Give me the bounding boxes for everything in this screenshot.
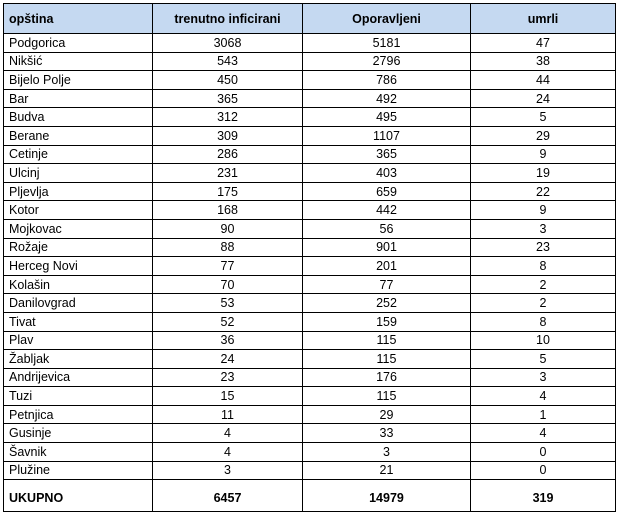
total-recovered: 14979 <box>303 485 471 512</box>
header-recovered: Oporavljeni <box>303 4 471 34</box>
infected-cell: 4 <box>153 424 303 443</box>
table-row <box>4 108 616 127</box>
header-deaths: umrli <box>471 4 616 34</box>
infected-cell: 24 <box>153 350 303 369</box>
total-deaths: 319 <box>471 485 616 512</box>
recovered-cell: 159 <box>303 312 471 331</box>
table-row <box>4 443 616 462</box>
table-row <box>4 52 616 71</box>
infected-cell: 365 <box>153 89 303 108</box>
infected-cell: 36 <box>153 331 303 350</box>
municipality-cell: Plav <box>4 331 153 350</box>
deaths-cell: 5 <box>471 108 616 127</box>
table-body <box>4 34 616 512</box>
municipality-cell: Tivat <box>4 312 153 331</box>
deaths-cell: 0 <box>471 443 616 462</box>
recovered-cell: 2796 <box>303 52 471 71</box>
header-municipality: opština <box>4 4 153 34</box>
deaths-cell: 44 <box>471 71 616 90</box>
table-row <box>4 294 616 313</box>
recovered-cell: 176 <box>303 368 471 387</box>
table-row <box>4 164 616 183</box>
total-infected: 6457 <box>153 485 303 512</box>
infected-cell: 309 <box>153 126 303 145</box>
municipality-cell: Bijelo Polje <box>4 71 153 90</box>
deaths-cell: 1 <box>471 405 616 424</box>
recovered-cell: 115 <box>303 350 471 369</box>
municipality-cell: Budva <box>4 108 153 127</box>
infected-cell: 3 <box>153 461 303 480</box>
table-row <box>4 368 616 387</box>
header-currently-infected: trenutno inficirani <box>153 4 303 34</box>
recovered-cell: 365 <box>303 145 471 164</box>
table-row <box>4 350 616 369</box>
deaths-cell: 5 <box>471 350 616 369</box>
recovered-cell: 252 <box>303 294 471 313</box>
recovered-cell: 33 <box>303 424 471 443</box>
recovered-cell: 115 <box>303 387 471 406</box>
deaths-cell: 47 <box>471 34 616 53</box>
recovered-cell: 115 <box>303 331 471 350</box>
deaths-cell: 8 <box>471 312 616 331</box>
table-row <box>4 71 616 90</box>
infected-cell: 3068 <box>153 34 303 53</box>
deaths-cell: 19 <box>471 164 616 183</box>
table-row <box>4 145 616 164</box>
table-row <box>4 238 616 257</box>
municipality-cell: Rožaje <box>4 238 153 257</box>
infected-cell: 70 <box>153 275 303 294</box>
deaths-cell: 9 <box>471 201 616 220</box>
deaths-cell: 2 <box>471 294 616 313</box>
total-label: UKUPNO <box>4 485 153 512</box>
deaths-cell: 3 <box>471 368 616 387</box>
infected-cell: 90 <box>153 219 303 238</box>
deaths-cell: 4 <box>471 424 616 443</box>
municipality-cell: Danilovgrad <box>4 294 153 313</box>
table-row <box>4 387 616 406</box>
recovered-cell: 201 <box>303 257 471 276</box>
municipality-cell: Mojkovac <box>4 219 153 238</box>
municipality-cell: Cetinje <box>4 145 153 164</box>
infected-cell: 4 <box>153 443 303 462</box>
table-header <box>4 4 616 34</box>
recovered-cell: 403 <box>303 164 471 183</box>
recovered-cell: 901 <box>303 238 471 257</box>
deaths-cell: 38 <box>471 52 616 71</box>
infected-cell: 52 <box>153 312 303 331</box>
municipality-cell: Petnjica <box>4 405 153 424</box>
infected-cell: 231 <box>153 164 303 183</box>
table-row <box>4 424 616 443</box>
recovered-cell: 3 <box>303 443 471 462</box>
deaths-cell: 3 <box>471 219 616 238</box>
municipality-cell: Podgorica <box>4 34 153 53</box>
recovered-cell: 659 <box>303 182 471 201</box>
infected-cell: 312 <box>153 108 303 127</box>
infected-cell: 77 <box>153 257 303 276</box>
deaths-cell: 22 <box>471 182 616 201</box>
municipality-covid-table <box>3 3 616 512</box>
table-row <box>4 34 616 53</box>
deaths-cell: 4 <box>471 387 616 406</box>
deaths-cell: 10 <box>471 331 616 350</box>
municipality-cell: Tuzi <box>4 387 153 406</box>
municipality-cell: Kolašin <box>4 275 153 294</box>
deaths-cell: 8 <box>471 257 616 276</box>
recovered-cell: 1107 <box>303 126 471 145</box>
header-row <box>4 4 616 34</box>
deaths-cell: 0 <box>471 461 616 480</box>
table-row <box>4 89 616 108</box>
table-row <box>4 219 616 238</box>
recovered-cell: 442 <box>303 201 471 220</box>
infected-cell: 543 <box>153 52 303 71</box>
municipality-cell: Bar <box>4 89 153 108</box>
municipality-cell: Kotor <box>4 201 153 220</box>
table-row <box>4 257 616 276</box>
municipality-cell: Plužine <box>4 461 153 480</box>
municipality-cell: Ulcinj <box>4 164 153 183</box>
municipality-cell: Žabljak <box>4 350 153 369</box>
deaths-cell: 9 <box>471 145 616 164</box>
deaths-cell: 2 <box>471 275 616 294</box>
recovered-cell: 56 <box>303 219 471 238</box>
municipality-cell: Pljevlja <box>4 182 153 201</box>
recovered-cell: 21 <box>303 461 471 480</box>
recovered-cell: 77 <box>303 275 471 294</box>
infected-cell: 23 <box>153 368 303 387</box>
municipality-cell: Andrijevica <box>4 368 153 387</box>
recovered-cell: 5181 <box>303 34 471 53</box>
deaths-cell: 29 <box>471 126 616 145</box>
recovered-cell: 492 <box>303 89 471 108</box>
infected-cell: 286 <box>153 145 303 164</box>
municipality-cell: Gusinje <box>4 424 153 443</box>
total-row <box>4 485 616 512</box>
table-row <box>4 312 616 331</box>
table-row <box>4 201 616 220</box>
recovered-cell: 495 <box>303 108 471 127</box>
deaths-cell: 23 <box>471 238 616 257</box>
municipality-cell: Šavnik <box>4 443 153 462</box>
municipality-cell: Herceg Novi <box>4 257 153 276</box>
recovered-cell: 786 <box>303 71 471 90</box>
table-row <box>4 405 616 424</box>
infected-cell: 450 <box>153 71 303 90</box>
table-row <box>4 275 616 294</box>
recovered-cell: 29 <box>303 405 471 424</box>
infected-cell: 11 <box>153 405 303 424</box>
deaths-cell: 24 <box>471 89 616 108</box>
table-row <box>4 461 616 480</box>
municipality-cell: Berane <box>4 126 153 145</box>
municipality-cell: Nikšić <box>4 52 153 71</box>
infected-cell: 15 <box>153 387 303 406</box>
table-row <box>4 331 616 350</box>
infected-cell: 53 <box>153 294 303 313</box>
table-row <box>4 126 616 145</box>
table-row <box>4 182 616 201</box>
infected-cell: 168 <box>153 201 303 220</box>
infected-cell: 88 <box>153 238 303 257</box>
infected-cell: 175 <box>153 182 303 201</box>
